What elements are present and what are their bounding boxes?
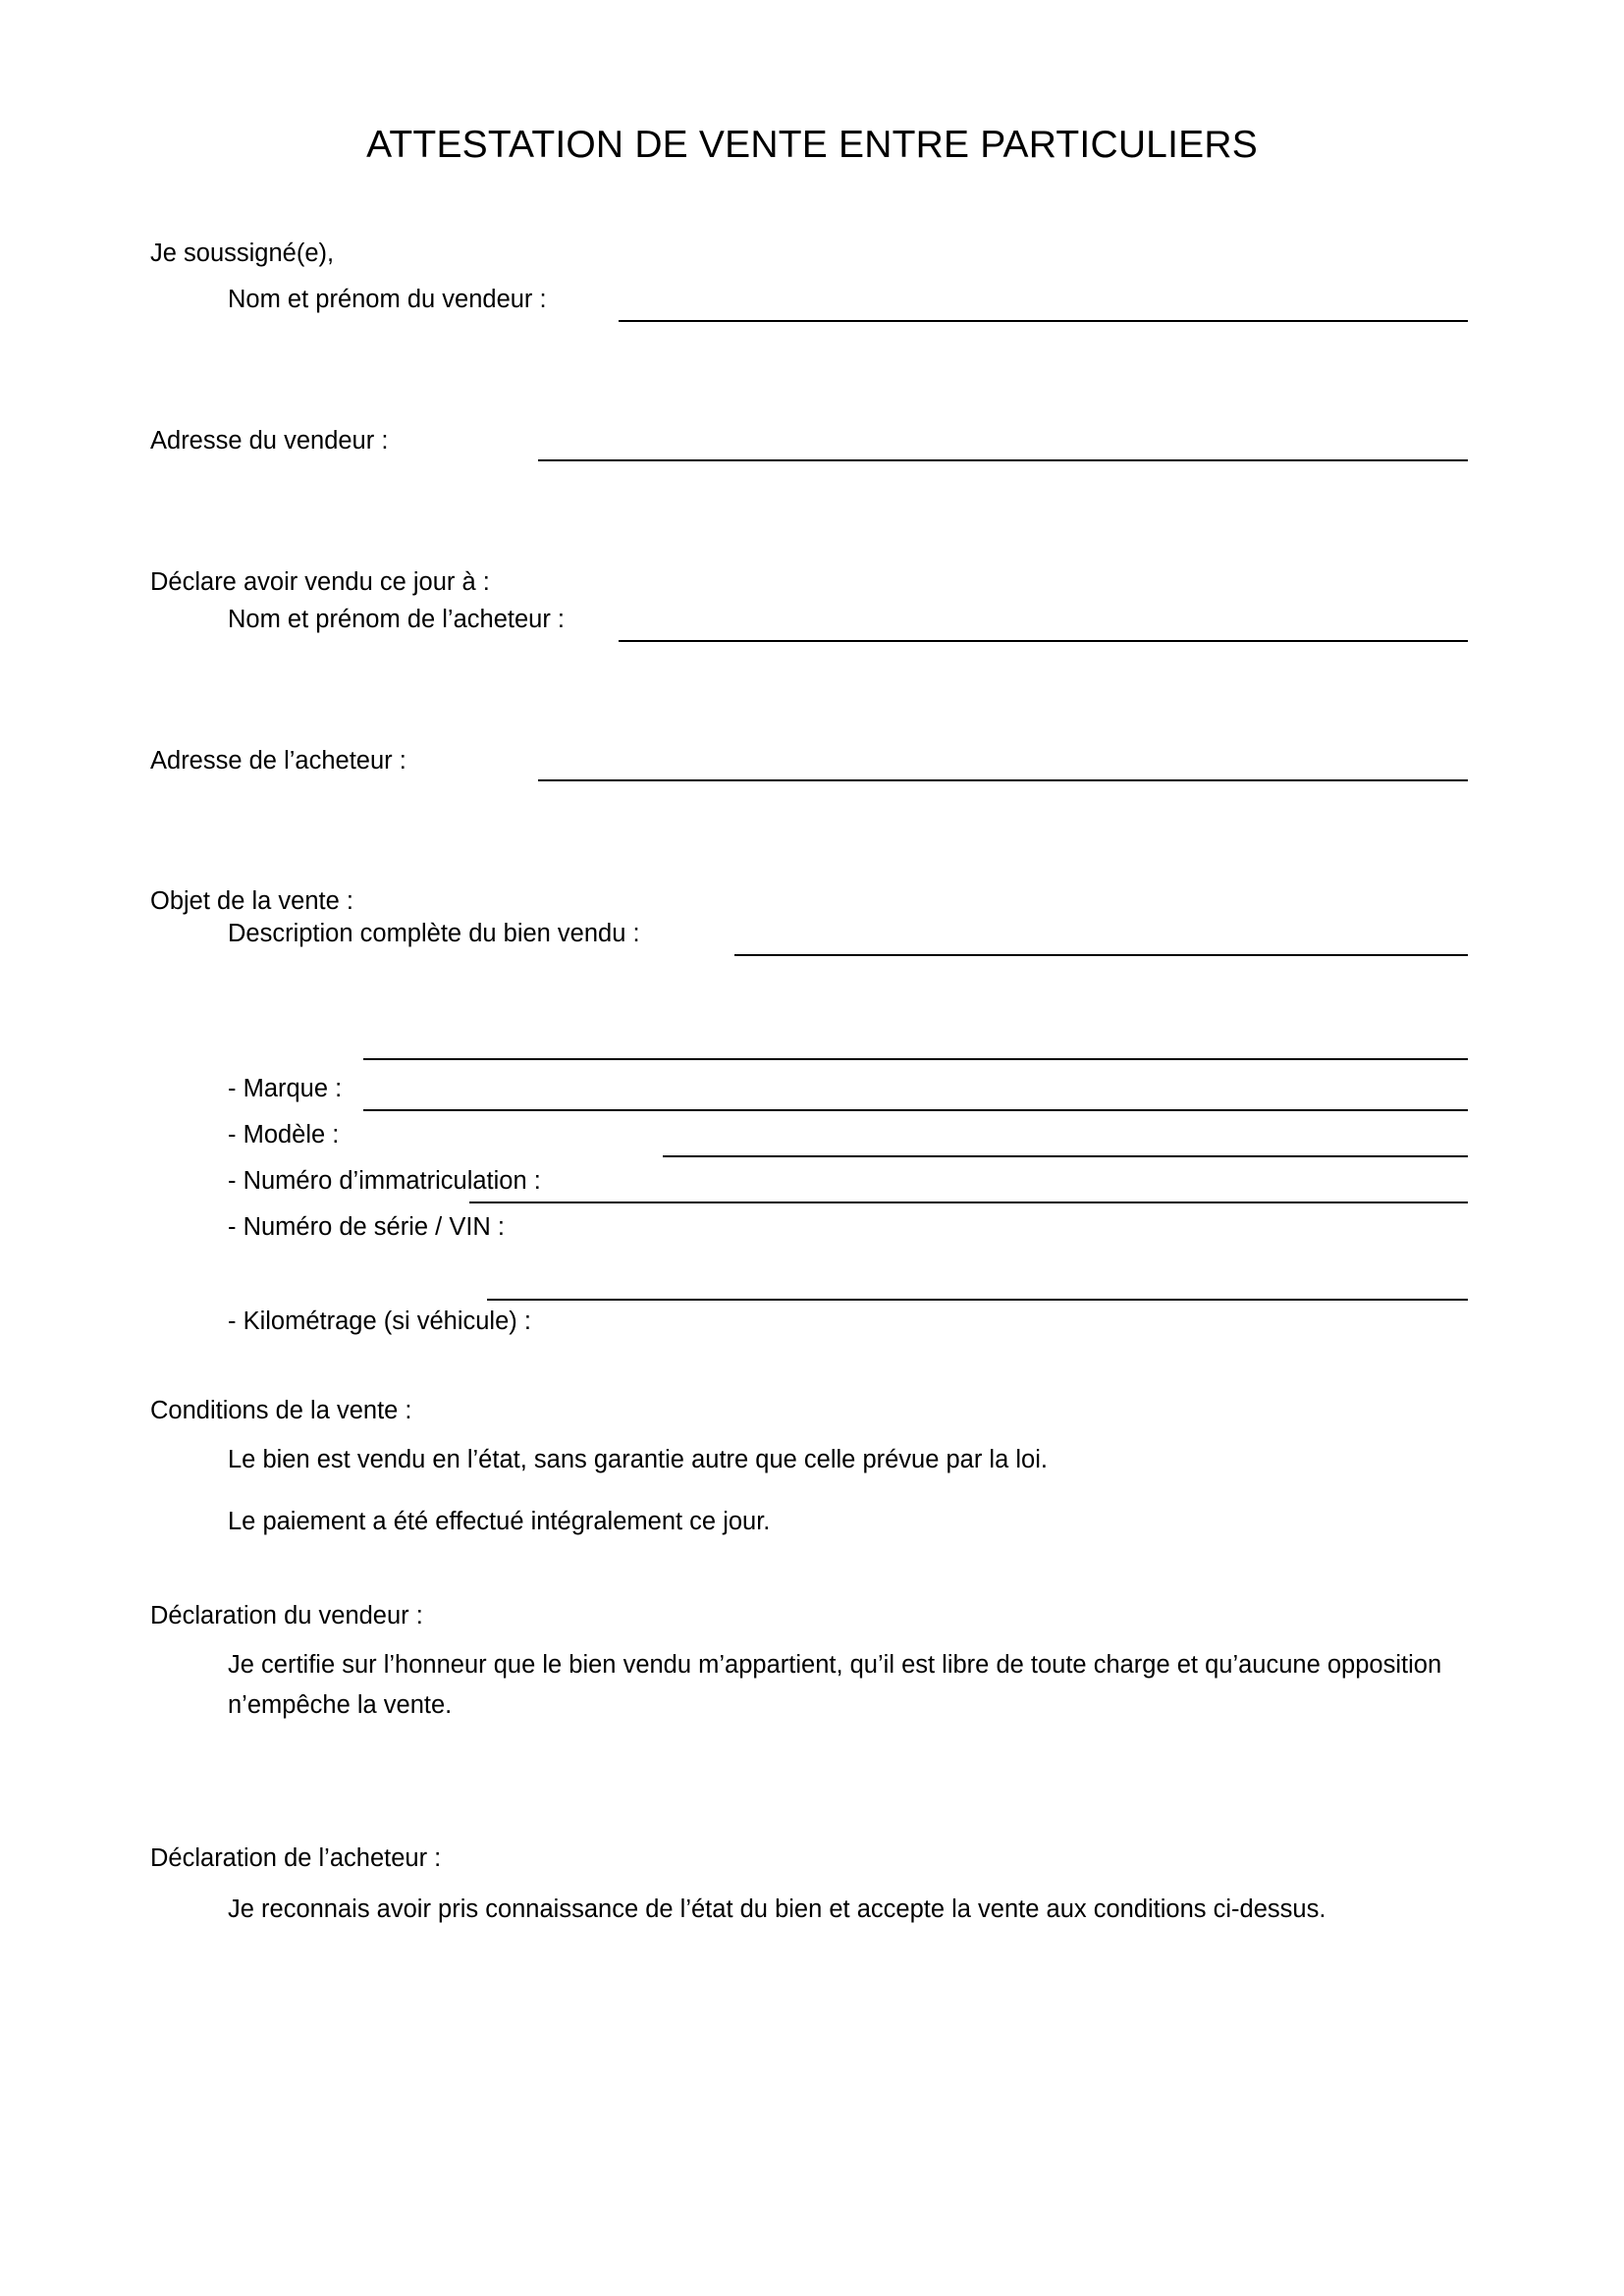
object-item-fill-line-modele[interactable] [663, 1155, 1468, 1157]
object-item-label-modele: - Modèle : [228, 1121, 340, 1148]
seller-declaration-text: Je certifie sur l’honneur que le bien vendu m’appartient, qu’il est libre de toute charge et qu’aucune opposition n’empêche la vente. [228, 1651, 1442, 1720]
buyer-intro-label: Déclare avoir vendu ce jour à : [150, 568, 490, 596]
buyer-address-label: Adresse de l’acheteur : [150, 747, 406, 774]
buyer-name-label: Nom et prénom de l’acheteur : [228, 606, 566, 633]
object-item-label-vin: - Numéro de série / VIN : [228, 1213, 506, 1241]
conditions-line-1: Le bien est vendu en l’état, sans garantie autre que celle prévue par la loi. [228, 1446, 1048, 1473]
seller-address-fill-line[interactable] [538, 459, 1468, 461]
object-item-fill-line-immatriculation[interactable] [469, 1201, 1468, 1203]
buyer-name-fill-line[interactable] [619, 640, 1468, 642]
object-item-label-immatriculation: - Numéro d’immatriculation : [228, 1167, 541, 1195]
buyer-declaration-heading: Déclaration de l’acheteur : [150, 1844, 442, 1872]
seller-declaration-heading: Déclaration du vendeur : [150, 1602, 423, 1629]
object-item-label-marque: - Marque : [228, 1075, 343, 1102]
object-item-label-kilometrage: - Kilométrage (si véhicule) : [228, 1308, 531, 1335]
buyer-declaration-text: Je reconnais avoir pris connaissance de l’état du bien et accepte la vente aux conditions ci-dessus. [228, 1896, 1326, 1923]
seller-name-fill-line[interactable] [619, 320, 1468, 322]
page-title: ATTESTATION DE VENTE ENTRE PARTICULIERS [366, 124, 1258, 166]
object-description-fill-line-2[interactable] [363, 1058, 1468, 1060]
seller-address-label: Adresse du vendeur : [150, 427, 389, 454]
object-description-fill-line[interactable] [734, 954, 1468, 956]
object-item-fill-line-vin[interactable] [487, 1299, 1468, 1301]
buyer-address-fill-line[interactable] [538, 779, 1468, 781]
object-item-fill-line-marque[interactable] [363, 1109, 1468, 1111]
seller-intro-label: Je soussigné(e), [150, 240, 335, 267]
seller-name-label: Nom et prénom du vendeur : [228, 286, 547, 313]
object-description-label: Description complète du bien vendu : [228, 920, 640, 947]
object-heading: Objet de la vente : [150, 887, 353, 915]
conditions-line-2: Le paiement a été effectué intégralement ce jour. [228, 1508, 771, 1535]
conditions-heading: Conditions de la vente : [150, 1397, 412, 1424]
